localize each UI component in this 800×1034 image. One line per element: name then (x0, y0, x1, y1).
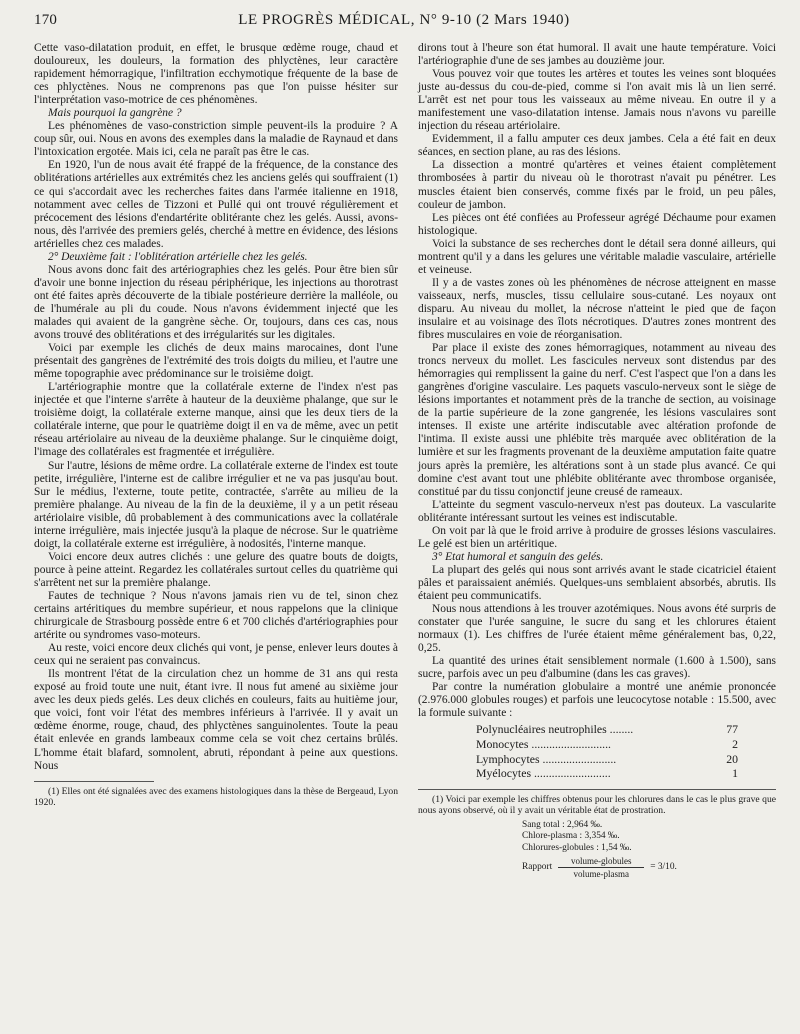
paragraph: Par contre la numération globulaire a montré une anémie prononcée (2.976.000 globules rouges) et parfois une leucocytose notable : 15.500, avec la formule suivante : (418, 681, 776, 720)
formula-value: 77 (726, 722, 738, 737)
paragraph: Au reste, voici encore deux clichés qui vont, je pense, enlever leurs doutes à ceux qui ne seraient pas convaincus. (34, 642, 398, 668)
paragraph: Les phénomènes de vaso-constriction simple peuvent-ils la produire ? A coup sûr, oui. Nous en avons des exemples dans la maladie de Raynaud et dans l'intoxication ergotée. Mais ici, cela ne paraît pas être le cas. (34, 120, 398, 159)
paragraph: En 1920, l'un de nous avait été frappé de la fréquence, de la constance des oblitérations artérielles aux extrémités chez les anciens gelés qui souffraient (1) ce qui s'accordait avec les recherches faites dans l'armée italienne en 1918, notamment avec celles de Tizzoni et Pullé qui ont trouvé régulièrement et précocement des lésions d'endartérite oblitérante chez les gelés. Aussi, avons-nous, dès l'arrivée des premiers gelés, cherché à mettre en évidence, des lésions artérielles chez ces malades. (34, 159, 398, 250)
paragraph: Voici la substance de ses recherches dont le détail sera donné ailleurs, qui montrent qu'il y a dans les gelures une véritable maladie vasculaire, artérielle et veineuse. (418, 237, 776, 276)
lab-line: Chlorures-globules : 1,54 ‰. (522, 842, 632, 853)
chloride-results (522, 820, 776, 879)
paragraph: dirons tout à l'heure son état humoral. Il avait une haute température. Voici l'artériographie d'une de ses jambes au douzième jour. (418, 42, 776, 68)
ratio-fraction (558, 856, 644, 879)
lab-line: Sang total : 2,964 ‰. (522, 819, 603, 830)
fraction-bar (558, 867, 644, 868)
paragraph: Ils montrent l'état de la circulation chez un homme de 31 ans qui resta exposé au froid toute une nuit, étant ivre. Il nous fut amené au sixième jour avec les deux pieds gelés. Les deux clichés en couleurs, faits au huitième jour, que voici, font voir l'état des membres inférieurs à l'arrivée. Il y avait un œdème énorme, rouge, chaud, des phlyctènes sanguinolentes. Toute la peau était enlevée en grands lambeaux comme cela se voit chez certains brûlés. L'homme était blafard, somnolent, abruti, répondant à peine aux questions. Nous (34, 668, 398, 772)
paragraph: Les pièces ont été confiées au Professeur agrégé Déchaume pour examen histologique. (418, 211, 776, 237)
footnote-rule (34, 781, 154, 782)
footnote: (1) Voici par exemple les chiffres obtenus pour les chlorures dans le cas le plus grave que nous ayons observé, où il y avait un véritable état de prostration. (418, 793, 776, 817)
left-column (34, 42, 398, 809)
paragraph: Cette vaso-dilatation produit, en effet, le brusque œdème rouge, chaud et douloureux, les douleurs, la formation des phlyctènes, leur caractère rapidement hémorragique, l'infiltration ecchymotique fréquente de la base de ces phlyctènes. Nous ne comprenons pas que l'on puisse hésiter sur l'interprétation vaso-motrice de ces phénomènes. (34, 42, 398, 107)
paragraph: Il y a de vastes zones où les phénomènes de nécrose atteignent en masse vaisseaux, nerfs, muscles, tissu cellulaire sous-cutané. Les noyaux ont disparu. Au niveau du mollet, la nécrose n'atteint le pied que de façon insulaire et au voisinage des îlots nécrotiques. D'autres zones montrent des fibres musculaires en voie de réorganisation. (418, 276, 776, 342)
formula-label: Polynucléaires neutrophiles ........ (476, 722, 634, 737)
paragraph: Evidemment, il a fallu amputer ces deux jambes. Cela a été fait en deux séances, en section plane, au ras des lésions. (418, 133, 776, 159)
lab-line: Chlore-plasma : 3,354 ‰. (522, 831, 620, 842)
formula-row (418, 766, 776, 781)
paragraph: L'artériographie montre que la collatérale externe de l'index n'est pas injectée et que l'interne s'arrête à hauteur de la deuxième phalange, que sur le troisième doigt, la collatérale externe manque, ainsi que les deux tiers de la collatérale interne, que pour le quatrième doigt il en va de même, avec un petit réseau artériolaire au niveau de la deuxième phalange. Sur le cinquième doigt, l'image des collatérales est fragmentée et irrégulière. (34, 381, 398, 459)
paragraph: Sur l'autre, lésions de même ordre. La collatérale externe de l'index est toute petite, irrégulière, l'interne est de calibre irrégulier et ne va pas jusqu'au bout. Sur le médius, l'externe, toute petite, contractée, s'arrête au milieu de la première phalange. Au niveau de la fin de la deuxième, il y a un petit réseau artériolaire visible, dû probablement à des communications avec la collatérale interne irrégulière, mais injectée jusqu'à la plaque de nécrose. Sur le quatrième doigt, la collatérale externe est irrégulière, à nodosités, l'interne manque. (34, 459, 398, 550)
paragraph: La quantité des urines était sensiblement normale (1.600 à 1.500), sans sucre, parfois avec un peu d'albumine (dans les cas graves). (418, 655, 776, 681)
formula-label: Monocytes ........................... (476, 737, 612, 752)
paragraph: Voici par exemple les clichés de deux mains marocaines, dont l'une présentait des gangrènes de l'extrémité des trois doigts du milieu, et l'autre une même topographie avec prédominance sur le troisième doigt. (34, 342, 398, 381)
ratio-line (522, 856, 776, 879)
formula-row (418, 737, 776, 752)
ratio-label: Rapport (522, 861, 553, 872)
ratio-numerator: volume-globules (570, 856, 632, 867)
formula-row (418, 752, 776, 767)
paragraph: Vous pouvez voir que toutes les artères et toutes les veines sont bloquées juste au-dessus du cou-de-pied, comme si l'on avait mis là un lien serré. L'arrêt est net pour tous les vaisseaux au même niveau. En outre il y a manifestement une vaso-dilatation intense. Jamais nous n'avons vu pareille injection du réseau artériolaire. (418, 68, 776, 133)
footnote: (1) Elles ont été signalées avec des examens histologiques dans la thèse de Bergeaud, Lyon 1920. (34, 785, 398, 809)
footnote-rule (418, 789, 776, 790)
paragraph: On voit par là que le froid arrive à produire de grosses lésions vasculaires. Le gelé est bien un artéritique. (418, 524, 776, 550)
paragraph: Voici encore deux autres clichés : une gelure des quatre bouts de doigts, pource à peine atteint. Regardez les collatérales surtout celles du quatrième qui s'arrêtent net sur la première phalange. (34, 550, 398, 589)
ratio-denominator: volume-plasma (573, 869, 629, 880)
page-header (34, 10, 774, 32)
formula-value: 20 (726, 751, 738, 766)
right-column (418, 42, 776, 879)
paragraph: Nous nous attendions à les trouver azotémiques. Nous avons été surpris de constater que l'urée sanguine, le sucre du sang et les chlorures étaient normaux (1). Les chiffres de l'urée étaient même généralement bas, 0,22, 0,25. (418, 603, 776, 655)
journal-title: LE PROGRÈS MÉDICAL, N° 9-10 (2 Mars 1940) (238, 12, 570, 28)
paragraph: Nous avons donc fait des artériographies chez les gelés. Pour être bien sûr d'avoir une bonne injection du réseau périphérique, les injections au thorotrast ont été faites après découverte de la tibiale postérieure derrière la malléole, ou de l'humérale au pli du coude. Nous n'avons évidemment injecté que les malades qui avaient de la gangrène sèche. Or, toujours, dans ces cas, nous avons trouvé des oblitérations et des irrégularités sur les digitales. (34, 263, 398, 342)
section-heading: 2° Deuxième fait : l'oblitération artérielle chez les gelés. (48, 250, 308, 263)
paragraph: L'atteinte du segment vasculo-nerveux n'est pas douteux. La vascularite oblitérante intéressant surtout les veines est indiscutable. (418, 498, 776, 524)
formula-label: Myélocytes .......................... (476, 766, 611, 781)
paragraph: La dissection a montré qu'artères et veines étaient complètement thrombosées à partir du niveau où le thorotrast n'avait pu pénétrer. Les muscles étaient bien conservés, comme fixés par le froid, un peu pâles, couleur de jambon. (418, 159, 776, 211)
page-number: 170 (34, 12, 58, 28)
paragraph: La plupart des gelés qui nous sont arrivés avant le stade cicatriciel étaient pâles et paraissaient anémiés. Quelques-uns semblaient absorbés, abrutis. Ils étaient peu communicatifs. (418, 563, 776, 602)
section-question: Mais pourquoi la gangrène ? (48, 107, 182, 120)
paragraph: Par place il existe des zones hémorragiques, notamment au niveau des troncs nerveux du mollet. Les fascicules nerveux sont distendus par des hémorragies qui remplissent la gaine du nerf. C'est l'aspect que l'on a dans les gangrènes d'origine vasculaire. Les paquets vasculo-nerveux sont le siège de lésions importantes et notamment près de la tranche de section, au voisinage de la partie supérieure de la zone gangrenée, les lésions vasculaires sont intenses. Il existe une artérite indiscutable avec altération profonde de l'intima. Il existe aussi une phlébite très marquée avec oblitération de la lumière et sur les fragments provenant de la deuxième amputation faite quatre jours après la première, les altérations sont à un stade plus avancé. Ce qui domine c'est avant tout une phlébite oblitérante avec thrombose organisée, constitué par du tissu conjonctif jeune creusé de rameaux. (418, 342, 776, 498)
formula-value: 2 (732, 737, 738, 752)
paragraph: Fautes de technique ? Nous n'avons jamais rien vu de tel, sinon chez certains artéritiques du membre supérieur, et nous rappelons que la clinique chirurgicale de Strasbourg possède entre 6 et 700 clichés d'artériographies pour artérite ou syndromes vaso-moteurs. (34, 589, 398, 642)
section-heading: 3° Etat humoral et sanguin des gelés. (432, 550, 604, 563)
ratio-value: = 3/10. (650, 861, 677, 872)
formula-label: Lymphocytes ......................... (476, 751, 617, 766)
formula-row (418, 722, 776, 737)
leukocyte-formula (418, 722, 776, 780)
formula-value: 1 (732, 766, 738, 781)
